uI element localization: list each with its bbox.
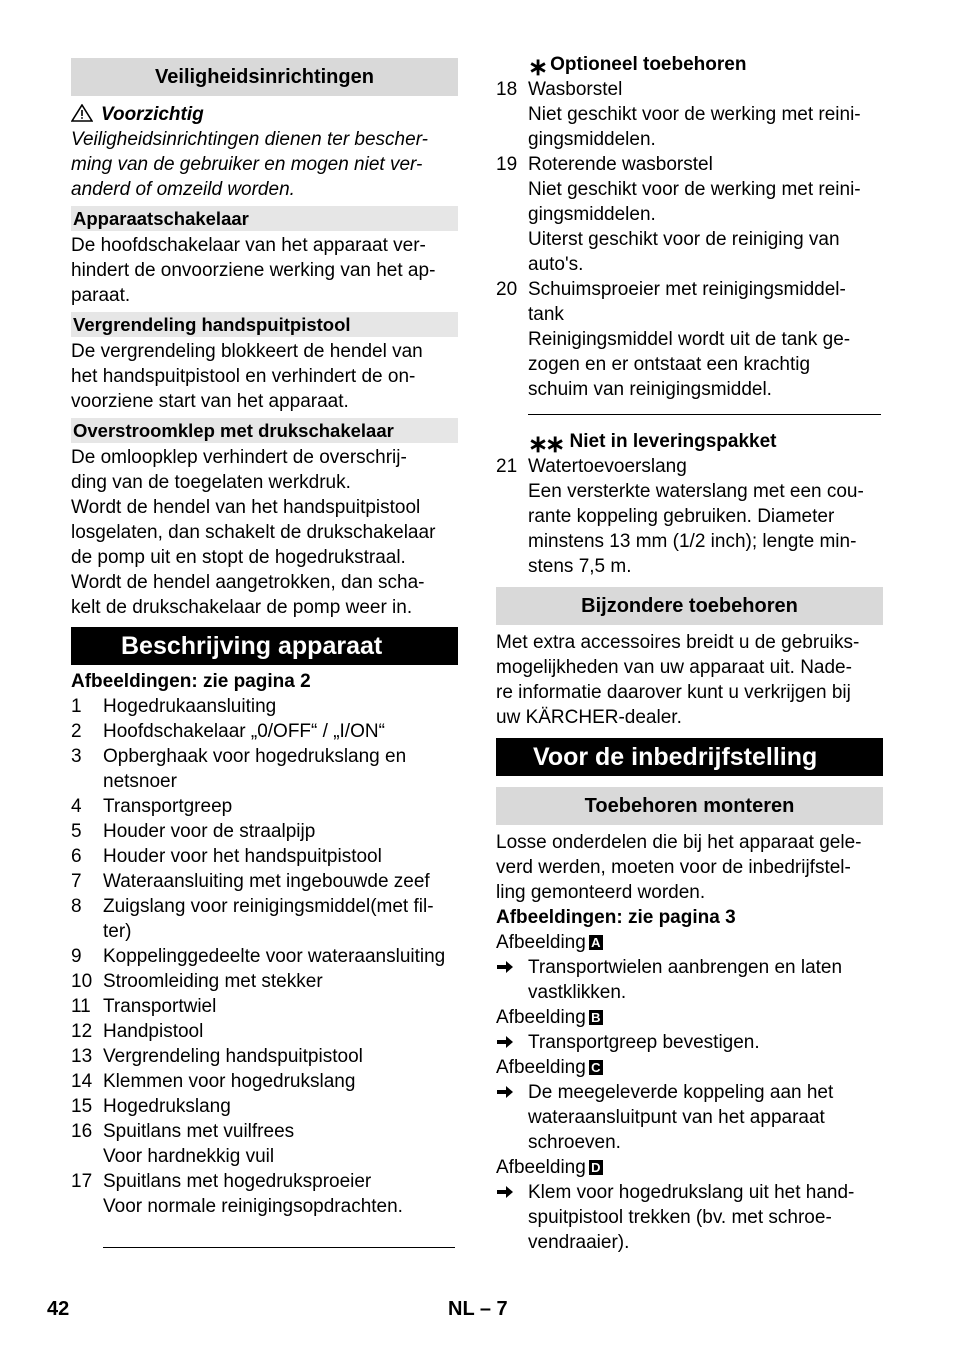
text-line: Losse onderdelen die bij het apparaat gele- [496,832,862,853]
item-number: 9 [71,946,82,967]
item-number: 19 [496,154,518,175]
item-line: Schuimsproeier met reinigingsmiddel- [528,279,846,300]
item-text [103,1019,458,1044]
list-item [71,744,458,794]
item-line: rante koppeling gebruiken. Diameter [528,506,835,527]
mount-text [496,830,883,905]
item-text [103,844,458,869]
item-text [103,969,458,994]
item-line: Hogedrukslang [103,1096,231,1117]
item-text [103,794,458,819]
item-number: 12 [71,1021,93,1042]
list-item [71,1094,458,1119]
item-line: Houder voor de straalpijp [103,821,316,842]
item-line: Reinigingsmiddel wordt uit de tank ge- [528,329,851,350]
item-number: 3 [71,746,82,767]
item-line: Zuigslang voor reinigingsmiddel(met fil- [103,896,434,917]
item-line: Wasborstel [528,79,623,100]
item-number: 13 [71,1046,93,1067]
item-line: Transportwiel [103,996,217,1017]
subheading-switch: Apparaatschakelaar [71,206,458,231]
item-line: auto's. [528,254,584,275]
list-item [71,994,458,1019]
optional-list [496,77,883,402]
item-line: Hoofdschakelaar „0/OFF“ / „I/ON“ [103,721,385,742]
asterisk-icon: ∗ [528,54,549,81]
not-included-list [496,454,883,579]
text-line: Met extra accessoires breidt u de gebruiks- [496,632,860,653]
text-line: de pomp uit en stopt de hogedrukstraal. [71,547,406,568]
figures-reference-left: Afbeeldingen: zie pagina 2 [71,671,311,692]
item-text [103,819,458,844]
section-heading-safety: Veiligheidsinrichtingen [71,58,458,96]
item-line: Niet geschikt voor de werking met reini- [528,104,861,125]
chapter-heading-startup: Voor de inbedrijfstelling [496,738,883,776]
item-line: Spuitlans met hogedruksproeier [103,1171,372,1192]
figure-word: Afbeelding [496,1007,586,1028]
figure-word: Afbeelding [496,1057,586,1078]
item-line: Roterende wasborstel [528,154,713,175]
item-line: Voor hardnekkig vuil [103,1146,275,1167]
step-item [496,1080,883,1155]
list-item [496,277,883,402]
item-line: Houder voor het handspuitpistool [103,846,382,867]
left-column [71,50,458,1248]
item-number: 11 [71,996,91,1017]
step-text [528,1080,883,1155]
caution-heading [71,102,458,127]
list-item [71,894,458,944]
item-line: Uiterst geschikt voor de reiniging van [528,229,840,250]
step-line: schroeven. [528,1132,621,1153]
text-line: paraat. [71,285,131,306]
figure-word: Afbeelding [496,1157,586,1178]
text-line: anderd of omzeild worden. [71,179,295,200]
item-line: Opberghaak voor hogedrukslang en [103,746,407,767]
text-line: voorziene start van het apparaat. [71,391,349,412]
item-number: 2 [71,721,82,742]
switch-text [71,233,458,308]
figure-label [496,1055,883,1080]
item-text [103,869,458,894]
list-item [71,819,458,844]
item-line: ter) [103,921,132,942]
text-line: De hoofdschakelaar van het apparaat ver- [71,235,426,256]
figure-badge: A [589,935,603,950]
chapter-heading-description: Beschrijving apparaat [71,627,458,665]
step-line: vastklikken. [528,982,627,1003]
list-item [496,77,883,152]
item-number: 14 [71,1071,93,1092]
item-number: 15 [71,1096,93,1117]
subheading-valve: Overstroomklep met drukschakelaar [71,418,458,443]
item-line: Stroomleiding met stekker [103,971,323,992]
item-number: 5 [71,821,82,842]
item-line: Koppelinggedeelte voor wateraansluiting [103,946,446,967]
arrow-right-icon [496,1030,528,1055]
figure-label [496,1005,883,1030]
list-item [71,944,458,969]
item-text [103,1044,458,1069]
steps-list [496,930,883,1255]
step-line: Transportwielen aanbrengen en laten [528,957,843,978]
item-text [528,454,883,579]
text-line: Wordt de hendel van het handspuitpistool [71,497,421,518]
step-text [528,1030,883,1055]
text-line: verd werden, moeten voor de inbedrijfstel- [496,857,851,878]
item-line: Een versterkte waterslang met een cou- [528,481,864,502]
item-number: 17 [71,1171,93,1192]
not-included-heading [496,427,883,458]
item-text [528,277,883,402]
arrow-right-icon [496,955,528,1005]
item-number: 8 [71,896,82,917]
text-line: hindert de onvoorziene werking van het ap- [71,260,436,281]
item-line: Vergrendeling handspuitpistool [103,1046,363,1067]
item-line: Wateraansluiting met ingebouwde zeef [103,871,430,892]
list-item [71,794,458,819]
item-line: Voor normale reinigingsopdrachten. [103,1196,403,1217]
item-number: 7 [71,871,82,892]
text-line: mogelijkheden van uw apparaat uit. Nade- [496,657,852,678]
figure-badge: C [589,1060,603,1075]
subheading-lock: Vergrendeling handspuitpistool [71,312,458,337]
right-column [496,50,883,1255]
item-text [103,1169,458,1219]
list-item [71,869,458,894]
item-text [528,77,883,152]
item-number: 6 [71,846,82,867]
text-line: het handspuitpistool en verhindert de on- [71,366,416,387]
step-line: wateraansluitpunt van het apparaat [528,1107,825,1128]
item-number: 21 [496,456,518,477]
text-line: ming van de gebruiker en mogen niet ver- [71,154,423,175]
lock-text [71,339,458,414]
caution-label: Voorzichtig [101,104,204,125]
item-line: Watertoevoerslang [528,456,687,477]
item-text [103,694,458,719]
list-item [71,719,458,744]
list-item [496,454,883,579]
item-text [103,944,458,969]
language-page-label: NL – 7 [448,1298,508,1320]
step-item [496,1030,883,1055]
item-text [103,1119,458,1169]
figure-label [496,1155,883,1180]
item-number: 1 [71,696,82,717]
item-line: gingsmiddelen. [528,129,656,150]
item-line: gingsmiddelen. [528,204,656,225]
text-line: De omloopklep verhindert de overschrij- [71,447,407,468]
step-item [496,955,883,1005]
item-text [103,744,458,794]
item-text [103,1069,458,1094]
text-line: ding van de toegelaten werkdruk. [71,472,351,493]
item-line: minstens 13 mm (1/2 inch); lengte min- [528,531,857,552]
caution-text [71,127,458,202]
item-line: stens 7,5 m. [528,556,632,577]
item-line: tank [528,304,564,325]
item-number: 20 [496,279,518,300]
section-heading-mount: Toebehoren monteren [496,787,883,825]
list-item [71,844,458,869]
list-item [71,1044,458,1069]
warning-triangle-icon [71,104,93,122]
section-heading-special: Bijzondere toebehoren [496,587,883,625]
step-line: spuitpistool trekken (bv. met schroe- [528,1207,832,1228]
list-item [496,152,883,277]
text-line: Veiligheidsinrichtingen dienen ter bescher- [71,129,429,150]
parts-list [71,694,458,1219]
list-item [71,1069,458,1094]
item-text [103,994,458,1019]
arrow-right-icon [496,1080,528,1155]
step-line: vendraaier). [528,1232,630,1253]
item-text [103,719,458,744]
page-number: 42 [47,1298,70,1320]
figures-reference-right: Afbeeldingen: zie pagina 3 [496,907,736,928]
item-line: zogen en er ontstaat een krachtig [528,354,811,375]
step-line: Transportgreep bevestigen. [528,1032,760,1053]
list-item [71,1119,458,1169]
item-line: Hogedrukaansluiting [103,696,277,717]
divider-left [103,1247,455,1248]
item-line: Klemmen voor hogedrukslang [103,1071,356,1092]
item-number: 16 [71,1121,93,1142]
text-line: losgelaten, dan schakelt de drukschakelaar [71,522,436,543]
item-line: netsnoer [103,771,177,792]
optional-heading [496,50,883,81]
item-text [103,1094,458,1119]
list-item [71,1019,458,1044]
figure-label [496,930,883,955]
step-line: Klem voor hogedrukslang uit het hand- [528,1182,855,1203]
item-line: schuim van reinigingsmiddel. [528,379,772,400]
item-line: Handpistool [103,1021,204,1042]
step-item [496,1180,883,1255]
figure-badge: B [589,1010,603,1025]
text-line: De vergrendeling blokkeert de hendel van [71,341,423,362]
item-text [103,894,458,944]
not-included-label: Niet in leveringspakket [569,431,777,452]
text-line: ling gemonteerd worden. [496,882,706,903]
step-text [528,955,883,1005]
step-line: De meegeleverde koppeling aan het [528,1082,834,1103]
optional-label: Optioneel toebehoren [550,54,747,75]
item-text [528,152,883,277]
figure-word: Afbeelding [496,932,586,953]
item-line: Spuitlans met vuilfrees [103,1121,295,1142]
double-asterisk-icon: ∗∗ [528,431,563,458]
text-line: re informatie daarover kunt u verkrijgen bij [496,682,851,703]
list-item [71,969,458,994]
valve-text [71,445,458,620]
text-line: Wordt de hendel aangetrokken, dan scha- [71,572,425,593]
figure-badge: D [589,1160,603,1175]
item-line: Niet geschikt voor de werking met reini- [528,179,861,200]
special-text [496,630,883,730]
text-line: kelt de drukschakelaar de pomp weer in. [71,597,413,618]
item-number: 18 [496,79,518,100]
text-line: uw KÄRCHER-dealer. [496,707,682,728]
list-item [71,1169,458,1219]
item-line: Transportgreep [103,796,233,817]
item-number: 10 [71,971,93,992]
step-text [528,1180,883,1255]
arrow-right-icon [496,1180,528,1255]
item-number: 4 [71,796,82,817]
list-item [71,694,458,719]
